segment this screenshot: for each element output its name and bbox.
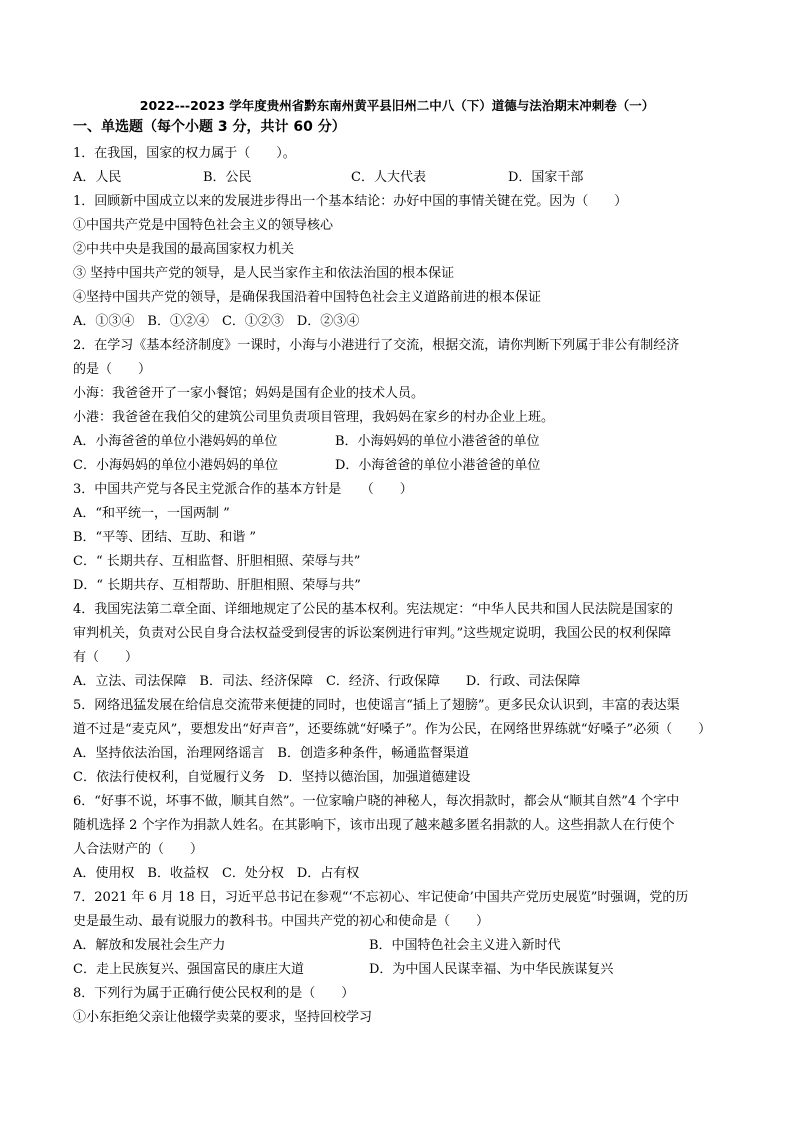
option-b: B．“平等、团结、互助、和谐 ”: [73, 530, 256, 545]
question-stem: 1．在我国，国家的权力属于（ ）。: [73, 146, 296, 161]
option-d: D．为中国人民谋幸福、为中华民族谋复兴: [369, 962, 614, 977]
section-heading: 一、单选题（每个小题 3 分，共计 60 分）: [73, 119, 346, 135]
question-stem: 7．2021 年 6 月 18 日，习近平总书记在参观“‘不忘初心、牢记使命’中国共产党历史展览”时强调，党的历: [73, 890, 689, 905]
option-c: C．小海妈妈的单位小港妈妈的单位: [73, 458, 278, 473]
question-stem-cont: 史是最生动、最有说服力的教科书。中国共产党的初心和使命是（ ）: [73, 914, 490, 929]
statement-item: ②中共中央是我国的最高国家权力机关: [73, 242, 295, 257]
option-row: A．使用权 B．收益权 C．处分权 D．占有权: [73, 866, 360, 881]
statement-item: ①小东拒绝父亲让他辍学卖菜的要求，坚持回校学习: [73, 1010, 373, 1025]
exam-title: 2022---2023 学年度贵州省黔东南州黄平县旧州二中八（下）道德与法治期末冲刺卷（一）: [139, 98, 655, 113]
question-stem: 6．“好事不说，坏事不做，顺其自然”。一位家喻户晓的神秘人，每次捐款时，都会从“顺其自然”4 个字中: [73, 794, 680, 809]
question-stem-cont: 审判机关，负责对公民自身合法权益受到侵害的诉讼案例进行审判。”这些规定说明，我国公民的权利保障: [73, 626, 672, 641]
option-a: A．人民: [73, 170, 122, 185]
option-d: D．“ 长期共存、互相帮助、肝胆相照、荣辱与共”: [73, 578, 361, 593]
dialogue-line: 小海：我爸爸开了一家小餐馆；妈妈是国有企业的技术人员。: [73, 386, 425, 401]
dialogue-line: 小港：我爸爸在我伯父的建筑公司里负责项目管理，我妈妈在家乡的村办企业上班。: [73, 410, 555, 425]
question-stem: 5．网络迅猛发展在给信息交流带来便捷的同时，也使谣言“插上了翅膀”。更多民众认识到，丰富的表达渠: [73, 698, 680, 713]
statement-item: ③ 坚持中国共产党的领导，是人民当家作主和依法治国的根本保证: [73, 266, 455, 281]
option-row: A．立法、司法保障 B．司法、经济保障 C．经济、行政保障 D．行政、司法保障: [73, 674, 581, 689]
option-c: C．人大代表: [351, 170, 426, 185]
question-stem: 8．下列行为属于正确行使公民权利的是（ ）: [73, 986, 355, 1001]
option-d: D．小海爸爸的单位小港爸爸的单位: [335, 458, 541, 473]
statement-item: ④坚持中国共产党的领导，是确保我国沿着中国特色社会主义道路前进的根本保证: [73, 290, 542, 305]
question-stem: 2．在学习《基本经济制度》一课时，小海与小港进行了交流，根据交流，请你判断下列属于非公有制经济: [73, 338, 680, 353]
question-stem: 4．我国宪法第二章全面、详细地规定了公民的基本权利。宪法规定：“中华人民共和国人民法院是国家的: [73, 602, 673, 617]
option-a: A．解放和发展社会生产力: [73, 938, 226, 953]
option-d: D．国家干部: [508, 170, 584, 185]
question-stem-cont: 随机选择 2 个字作为捐款人姓名。在其影响下，该市出现了越来越多匿名捐款的人。这些捐款人在行使个: [73, 818, 675, 833]
option-c: C．走上民族复兴、强国富民的康庄大道: [73, 962, 304, 977]
question-stem-cont: 道不过是“麦克风”，要想发出“好声音”，还要练就“好嗓子”。作为公民，在网络世界练就“好嗓子”必须（ ）: [73, 722, 712, 737]
option-a: A．小海爸爸的单位小港妈妈的单位: [73, 434, 278, 449]
option-c: C．“ 长期共存、互相监督、肝胆相照、荣辱与共”: [73, 554, 361, 569]
option-b: B．公民: [203, 170, 252, 185]
statement-item: ①中国共产党是中国特色社会主义的领导核心: [73, 218, 334, 233]
question-stem: 3．中国共产党与各民主党派合作的基本方针是 （ ）: [73, 482, 413, 497]
question-stem-cont: 有（ ）: [73, 650, 139, 665]
question-stem-cont: 的是（ ）: [73, 362, 152, 377]
option-a: A．“和平统一，一国两制 ”: [73, 506, 230, 521]
question-stem-cont: 人合法财产的（ ）: [73, 842, 204, 857]
option-b: B．中国特色社会主义进入新时代: [369, 938, 561, 953]
option-row: A．坚持依法治国，治理网络谣言 B．创造多种条件，畅通监督渠道: [73, 746, 469, 761]
option-row: C．依法行使权利，自觉履行义务 D．坚持以德治国，加强道德建设: [73, 770, 471, 785]
option-row: A．①③④ B．①②④ C．①②③ D．②③④: [73, 314, 360, 329]
question-stem: 1．回顾新中国成立以来的发展进步得出一个基本结论：办好中国的事情关键在党。因为（ ）: [73, 194, 628, 209]
option-b: B．小海妈妈的单位小港爸爸的单位: [335, 434, 540, 449]
